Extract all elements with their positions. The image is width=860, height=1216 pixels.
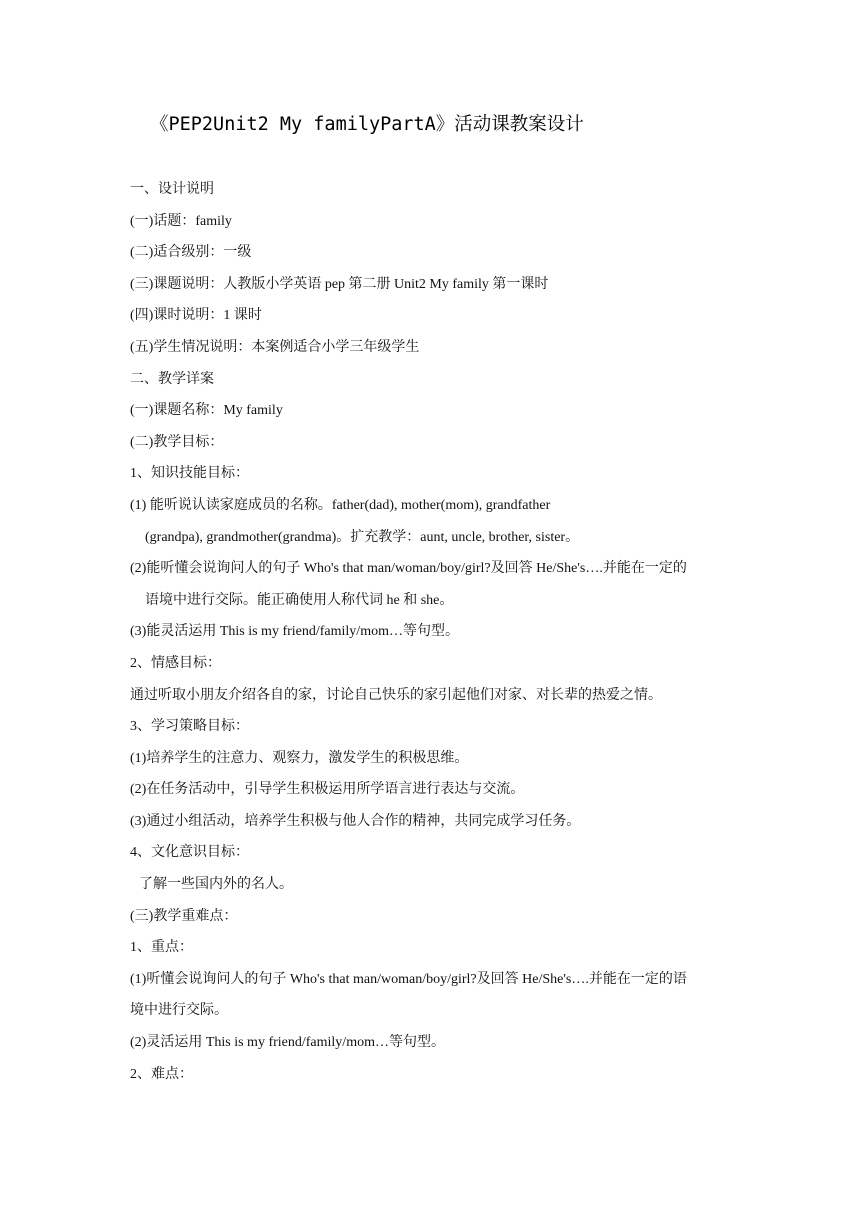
subsection-heading: 3、学习策略目标： [130,719,249,735]
paragraph-line: (3)通过小组活动，培养学生积极与他人合作的精神，共同完成学习任务。 [130,813,581,829]
paragraph-line: (三)教学重难点： [130,908,238,924]
paragraph-line-continued: 境中进行交际。 [130,1003,228,1019]
subsection-heading: 2、情感目标： [130,655,221,671]
paragraph-line: (五)学生情况说明：本案例适合小学三年级学生 [130,339,420,355]
paragraph-line: 通过听取小朋友介绍各自的家，讨论自己快乐的家引起他们对家、对长辈的热爱之情。 [130,687,662,703]
section-heading: 二、教学详案 [130,371,214,387]
section-heading: 一、设计说明 [130,182,214,197]
paragraph-line: 了解一些国内外的名人。 [139,877,293,893]
paragraph-line: (1) 能听说认读家庭成员的名称。father(dad), mother(mom), grandfather [130,497,551,513]
subsection-heading: 1、重点： [130,940,193,956]
subsection-heading: 2、难点： [130,1066,193,1082]
paragraph-line: (1)培养学生的注意力、观察力，激发学生的积极思维。 [130,750,469,766]
subsection-heading: 1、知识技能目标： [130,466,249,482]
paragraph-line: (二)适合级别：一级 [130,245,252,261]
paragraph-line: (四)课时说明：1 课时 [130,308,262,324]
paragraph-line: (一)话题：family [130,213,232,229]
document-body [130,174,740,1090]
paragraph-line: (2)灵活运用 This is my friend/family/mom…等句型。 [130,1035,445,1051]
document-title: 《PEP2Unit2 My familyPartA》活动课教案设计 [150,114,584,135]
subsection-heading: 4、文化意识目标： [130,845,249,861]
paragraph-line-continued: (grandpa), grandmother(grandma)。扩充教学：aunt, uncle, brother, sister。 [145,529,580,545]
paragraph-line: (二)教学目标： [130,434,224,450]
paragraph-line-continued: 语境中进行交际。能正确使用人称代词 he 和 she。 [145,592,454,608]
paragraph-line: (一)课题名称：My family [130,403,283,419]
paragraph-line: (1)听懂会说询问人的句子 Who's that man/woman/boy/girl?及回答 He/She's….并能在一定的语 [130,971,687,987]
paragraph-line: (三)课题说明：人教版小学英语 pep 第二册 Unit2 My family 第一课时 [130,276,549,292]
paragraph-line: (2)在任务活动中，引导学生积极运用所学语言进行表达与交流。 [130,782,525,798]
paragraph-line: (2)能听懂会说询问人的句子 Who's that man/woman/boy/girl?及回答 He/She's….并能在一定的 [130,561,687,577]
paragraph-line: (3)能灵活运用 This is my friend/family/mom…等句型。 [130,624,459,640]
